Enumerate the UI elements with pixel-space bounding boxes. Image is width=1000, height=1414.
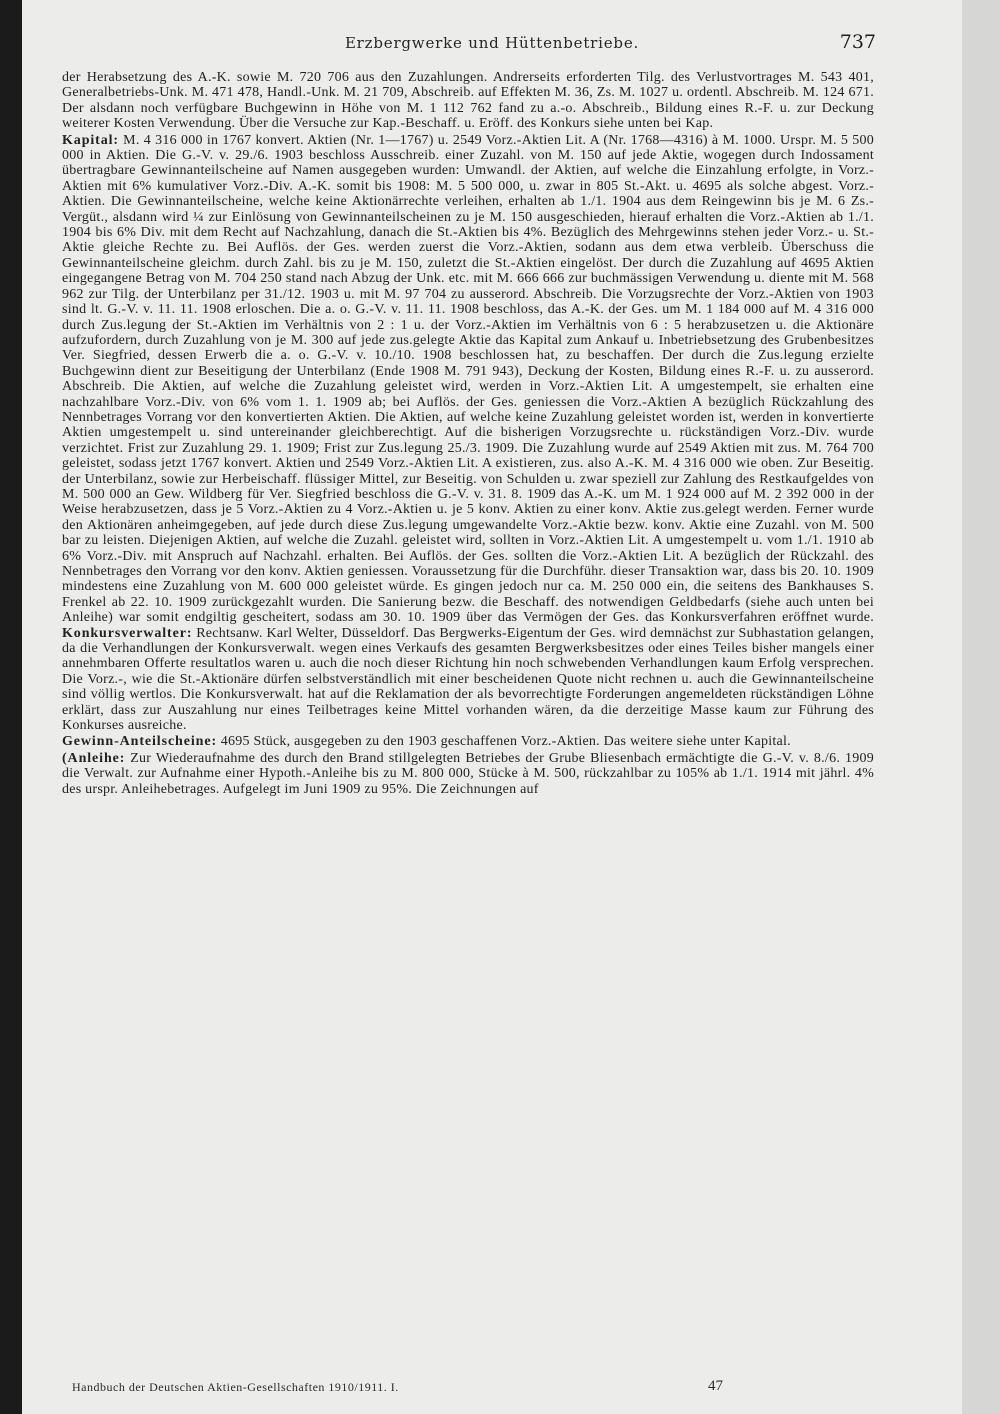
scan-edge <box>962 0 1000 1414</box>
paragraph-text: der Herabsetzung des A.-K. sowie M. 720 706 aus den Zuzahlungen. Andrerseits erforderten Tilg. des Verlustvortrages M. 543 401, Generalbetriebs-Unk. M. 471 478, Handl.-Unk. M. 21 709, Abschreib. auf Effekten M. 36, Zs. M. 1027 u. ordentl. Abschreib. M. 124 671. Der alsdann noch verfügbare Buchgewinn in Höhe von M. 1 112 762 fand zu a.-o. Abschreib., Bildung eines R.-F. u. zur Deckung weiterer Kosten Verwendung. Über die Versuche zur Kap.-Beschaff. u. Eröff. des Konkurs siehe unten bei Kap. <box>62 70 874 132</box>
page-header <box>22 31 962 60</box>
section-heading-gewinn-anteilscheine: Gewinn-Anteilscheine: <box>62 734 218 750</box>
paragraph-anleihe <box>62 751 874 797</box>
section-heading-konkursverwalter: Konkursverwalter: <box>62 625 193 641</box>
paragraph-text: 4695 Stück, ausgegeben zu den 1903 geschaffenen Vorz.-Aktien. Das weitere siehe unter Kapital. <box>217 734 791 750</box>
page-footer <box>62 1380 874 1400</box>
paragraph-text: M. 4 316 000 in 1767 konvert. Aktien (Nr. 1—1767) u. 2549 Vorz.-Aktien Lit. A (Nr. 1768—4316) à M. 1000. Urspr. M. 5 500 000 in Aktien. Die G.-V. v. 29./6. 1903 beschloss Ausschreib. einer Zuzahl. von M. 150 auf jede Aktie, wogegen durch Indossament übertragbare Gewinnanteilscheine auf Namen ausgegeben wurden: Umwandl. der Aktien, auf welche die Einzahlung erfolgte, in Vorz.-Aktien mit 6% kumulativer Vorz.-Div. A.-K. somit bis 1908: M. 5 500 000, u. zwar in 805 St.-Akt. u. 4695 als solche abgest. Vorz.-Aktien. Die Gewinnanteilscheine, welche keine Aktionärrechte verleihen, erhalten ab 1./1. 1904 aus dem Reingewinn bis je M. 6 Zs.-Vergüt., alsdann wird ¼ zur Einlösung von Gewinnanteilscheinen zu je M. 150 ausgeschieden, hierauf erhalten die Vorz.-Aktien ab 1./1. 1904 bis 6% Div. mit dem Recht auf Nachzahlung, danach die St.-Aktien bis 4%. Bezüglich des Mehrgewinns stehen jeder Vorz.- u. St.-Aktie gleiche Rechte zu. Bei Auflös. der Ges. werden zuerst die Vorz.-Aktien, sodann aus dem etwa verbleib. Überschuss die Gewinnanteilscheine gleichm. durch Zahl. bis zu je M. 150, zuletzt die St.-Aktien eingelöst. Der durch die Zuzahlung auf 4695 Aktien eingegangene Betrag von M. 704 250 stand nach Abzug der Unk. etc. mit M. 666 666 zur buchmässigen Verwendung u. diente mit M. 568 962 zur Tilg. der Unterbilanz per 31./12. 1903 u. mit M. 97 704 zu ausserord. Abschreib. Die Vorzugsrechte der Vorz.-Aktien von 1903 sind lt. G.-V. v. 11. 11. 1908 erloschen. Die a. o. G.-V. v. 11. 11. 1908 beschloss, das A.-K. der Ges. um M. 1 184 000 auf M. 4 316 000 durch Zus.legung der St.-Aktien im Verhältnis von 2 : 1 u. der Vorz.-Aktien im Verhältnis von 6 : 5 herabzusetzen u. die Aktionäre aufzufordern, durch Zuzahlung von je M. 300 auf jede zus.gelegte Aktie das Kapital zum Ankauf u. Inbetriebsetzung des Grubenbesitzes Ver. Siegfried, dessen Erwerb die a. o. G.-V. v. 10./10. 1908 beschlossen hat, zu beschaffen. Der durch die Zus.legung erzielte Buchgewinn dient zur Beseitigung der Unterbilanz (Ende 1908 M. 791 943), Deckung der Kosten, Bildung eines R.-F. u. zu ausserord. Abschreib. Die Aktien, auf welche die Zuzahlung geleistet wird, werden in Vorz.-Aktien Lit. A umgestempelt, sie erhalten eine nachzahlbare Vorz.-Div. von 6% vom 1. 1. 1909 ab; bei Auflös. der Ges. geniessen die Vorz.-Aktien A bezüglich Rückzahlung des Nennbetrages Vorrang vor den konvertierten Aktien. Die Aktien, auf welche keine Zuzahlung geleistet worden ist, werden in konvertierte Aktien umgestempelt u. sind untereinander gleichberechtigt. Auf die bisherigen Vorzugsrechte u. rückständigen Vorz.-Div. wurde verzichtet. Frist zur Zuzahlung 29. 1. 1909; Frist zur Zus.legung 25./3. 1909. Die Zuzahlung wurde auf 2549 Aktien mit zus. M. 764 700 geleistet, sodass jetzt 1767 konvert. Aktien und 2549 Vorz.-Aktien Lit. A existieren, zus. also A.-K. M. 4 316 000 wie oben. Zur Beseitig. der Unterbilanz, sowie zur Herbeischaff. flüssiger Mittel, zur Beseitig. von Schulden u. zwar speziell zur Zahlung des Restkaufgeldes von M. 500 000 an Gew. Wildberg für Ver. Siegfried beschloss die G.-V. v. 31. 8. 1909 das A.-K. um M. 1 924 000 auf M. 2 392 000 in der Weise herabzusetzen, dass je 5 Vorz.-Aktien zu 4 Vorz.-Aktien u. je 5 konv. Aktien zu einer konv. Aktie zus.gelegt werden. Ferner wurde den Aktionären anheimgegeben, auf jede durch diese Zus.legung umgewandelte Vorz.-Aktie bezw. konv. Aktie eine Zuzahl. von M. 500 bar zu leisten. Diejenigen Aktien, auf welche die Zuzahl. geleistet wird, sollten in Vorz.-Aktien Lit. A umgestempelt u. vom 1./1. 1910 ab 6% Vorz.-Div. mit Anspruch auf Nachzahl. erhalten. Bei Auflös. der Ges. sollten die Vorz.-Aktien Lit. A bezüglich der Rückzahl. des Nennbetrages den Vorrang vor den konv. Aktien geniessen. Voraussetzung für die Durchführ. dieser Transaktion war, dass bis 20. 10. 1909 mindestens eine Zuzahlung von M. 600 000 geleistet würde. Es gingen jedoch nur ca. M. 250 000 ein, die seitens des Bankhauses S. Frenkel ab 22. 10. 1909 zurückgezahlt wurden. Die Sanierung bezw. die Beschaff. des notwendigen Geldbedarfs (siehe auch unten bei Anleihe) war somit endgiltig gescheitert, sodass am 30. 10. 1909 über das Vermögen der Ges. das Konkursverfahren eröffnet wurde. <box>62 132 874 626</box>
section-heading-anleihe: (Anleihe: <box>62 750 126 766</box>
paragraph-text: Rechtsanw. Karl Welter, Düsseldorf. Das Bergwerks-Eigentum der Ges. wird demnächst zur Subhastation gelangen, da die Verhandlungen der Konkursverwalt. wegen eines Verkaufs des gesamten Bergwerksbesitzes oder eines Teiles bisher mangels einer annehmbaren Offerte resultatlos waren u. auch die noch dieser Richtung hin noch schwebenden Verhandlungen kaum Erfolg versprechen. Die Vorz.-, wie die St.-Aktionäre dürfen selbstverständlich mit einer bescheidenen Quote nicht rechnen u. auch die Gewinnanteilscheine sind völlig wertlos. Die Konkursverwalt. hat auf die Reklamation der als bevorrechtigte Forderungen angemeldeten rückständigen Löhne erklärt, dass zur Auszahlung nur eines Teilbetrages keine Mittel vorhanden wären, da die derzeitige Masse kaum zur Führung des Konkurses ausreiche. <box>62 625 874 734</box>
paragraph-kapital <box>62 133 874 734</box>
paragraph-intro <box>62 70 874 132</box>
paragraph-gewinn-anteilscheine <box>62 734 874 749</box>
page-number: 737 <box>839 31 876 53</box>
footer-signature: 47 <box>708 1378 723 1394</box>
running-title: Erzbergwerke und Hüttenbetriebe. <box>344 34 640 52</box>
footer-source: Handbuch der Deutschen Aktien-Gesellschaften 1910/1911. I. <box>72 1380 399 1394</box>
document-page <box>22 0 962 1414</box>
paragraph-text: Zur Wiederaufnahme des durch den Brand stillgelegten Betriebes der Grube Bliesenbach ermächtigte die G.-V. v. 8./6. 1909 die Verwalt. zur Aufnahme einer Hypoth.-Anleihe bis zu M. 800 000, Stücke à M. 500, rückzahlbar zu 105% ab 1./1. 1914 mit jährl. 4% des urspr. Anleihebetrages. Aufgelegt im Juni 1909 zu 95%. Die Zeichnungen auf <box>62 750 874 797</box>
section-heading-kapital: Kapital: <box>62 132 119 148</box>
body-text <box>62 70 874 797</box>
